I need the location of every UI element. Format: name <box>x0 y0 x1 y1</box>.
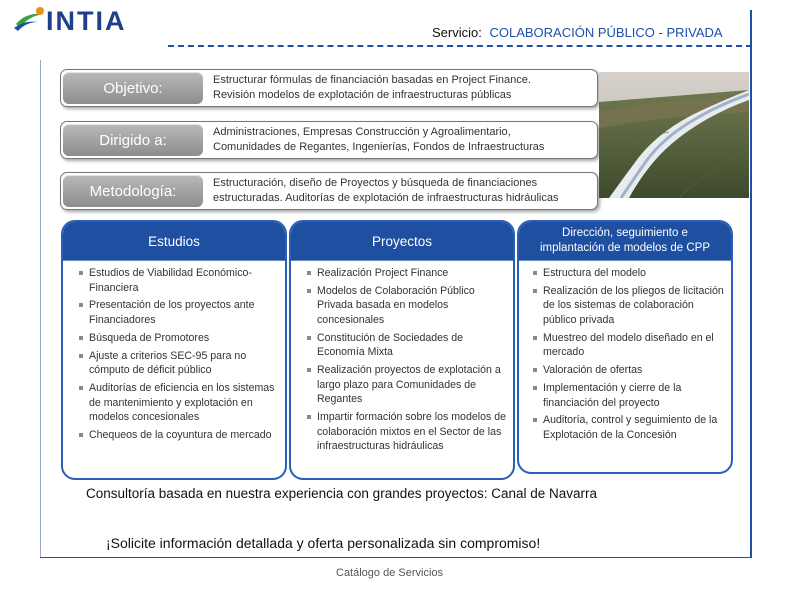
management-column <box>517 220 733 474</box>
list-item: Muestreo del modelo diseñado en el mercado <box>531 331 725 360</box>
list-item: Impartir formación sobre los modelos de colaboración mixtos en el Sector de las infraestructuras hidráulicas <box>305 410 507 454</box>
objective-line-2: Revisión modelos de explotación de infraestructuras públicas <box>213 89 512 101</box>
header-divider <box>168 45 752 47</box>
methodology-line-1: Estructuración, diseño de Proyectos y búsqueda de financiaciones <box>213 177 538 189</box>
audience-line-2: Comunidades de Regantes, Ingenierías, Fondos de Infraestructuras <box>213 141 545 153</box>
logo-text: INTIA <box>46 6 127 36</box>
right-border <box>750 10 752 558</box>
bottom-border <box>40 557 752 558</box>
list-item: Estudios de Viabilidad Económico-Financiera <box>77 266 279 295</box>
list-item: Constitución de Sociedades de Economía Mixta <box>305 331 507 360</box>
list-item: Búsqueda de Promotores <box>77 331 279 346</box>
projects-header <box>291 222 513 261</box>
footer-text: Catálogo de Servicios <box>336 567 444 579</box>
list-item: Estructura del modelo <box>531 266 725 281</box>
service-label: Servicio: <box>432 25 482 40</box>
projects-title: Proyectos <box>371 233 433 249</box>
intia-logo-icon <box>14 6 48 32</box>
management-title-line-2: implantación de modelos de CPP <box>539 242 711 254</box>
list-item: Realización proyectos de explotación a largo plazo para Comunidades de Regantes <box>305 363 507 407</box>
audience-line-1: Administraciones, Empresas Construcción y Agroalimentario, <box>213 126 511 138</box>
management-header <box>519 222 731 261</box>
methodology-line-2: estructuradas. Auditorías de explotación de infraestructuras hidráulicas <box>213 192 559 204</box>
list-item: Realización Project Finance <box>305 266 507 281</box>
projects-column <box>289 220 515 480</box>
management-title-line-1: Dirección, seguimiento e <box>562 227 688 239</box>
methodology-text <box>213 176 589 206</box>
objective-row <box>60 69 598 107</box>
objective-line-1: Estructurar fórmulas de financiación basadas en Project Finance. <box>213 74 531 86</box>
studies-header <box>63 222 285 261</box>
service-line <box>432 25 723 40</box>
list-item: Auditoría, control y seguimiento de la Explotación de la Concesión <box>531 413 725 442</box>
audience-text <box>213 125 589 155</box>
list-item: Implementación y cierre de la financiación del proyecto <box>531 381 725 410</box>
objective-label: Objetivo: <box>63 72 203 104</box>
list-item: Presentación de los proyectos ante Financiadores <box>77 298 279 327</box>
management-list <box>531 266 725 446</box>
projects-list <box>305 266 507 457</box>
list-item: Valoración de ofertas <box>531 363 725 378</box>
methodology-row <box>60 172 598 210</box>
studies-column <box>61 220 287 480</box>
list-item: Ajuste a criterios SEC-95 para no cómputo de déficit público <box>77 349 279 378</box>
studies-list <box>77 266 279 446</box>
service-value: COLABORACIÓN PÚBLICO - PRIVADA <box>489 25 723 40</box>
list-item: Chequeos de la coyuntura de mercado <box>77 428 279 443</box>
audience-row <box>60 121 598 159</box>
methodology-label: Metodología: <box>63 175 203 207</box>
list-item: Auditorías de eficiencia en los sistemas de mantenimiento y explotación en modelos concesionales <box>77 381 279 425</box>
tagline: Consultoría basada en nuestra experiencia con grandes proyectos: Canal de Navarra <box>86 486 598 501</box>
list-item: Realización de los pliegos de licitación de los sistemas de colaboración público privada <box>531 284 725 328</box>
canal-photo <box>599 72 749 198</box>
studies-title: Estudios <box>148 233 200 249</box>
left-border <box>40 60 41 558</box>
list-item: Modelos de Colaboración Público Privada basada en modelos concesionales <box>305 284 507 328</box>
audience-label: Dirigido a: <box>63 124 203 156</box>
objective-text <box>213 73 589 103</box>
call-to-action: ¡Solicite información detallada y oferta personalizada sin compromiso! <box>106 535 541 551</box>
